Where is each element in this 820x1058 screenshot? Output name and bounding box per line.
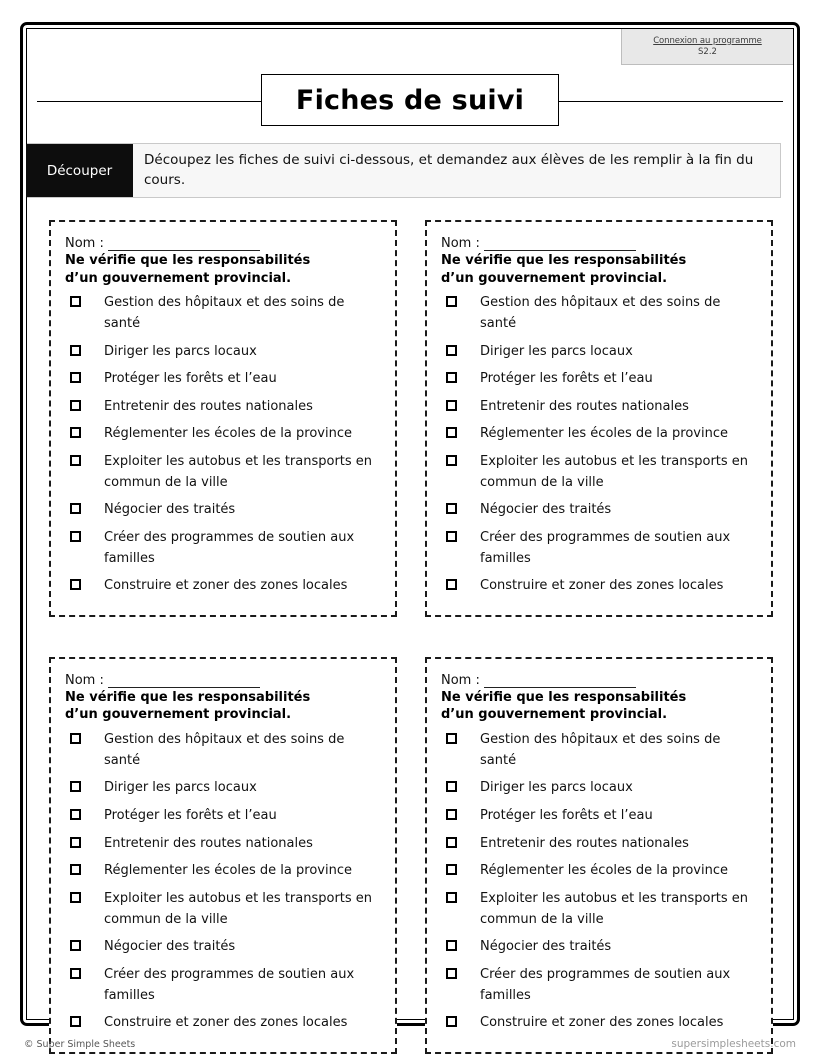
checklist-item-label: Réglementer les écoles de la province <box>104 863 352 879</box>
checklist-item[interactable] <box>441 860 757 881</box>
checklist-item-label: Négocier des traités <box>480 502 612 518</box>
page-title-box <box>261 74 559 126</box>
checklist-item[interactable] <box>441 833 757 854</box>
checklist-item[interactable] <box>441 888 757 930</box>
checkbox-icon[interactable] <box>446 372 457 383</box>
checklist-item[interactable] <box>441 527 757 569</box>
checklist-item[interactable] <box>65 1012 381 1033</box>
checkbox-icon[interactable] <box>70 837 81 848</box>
checklist-item[interactable] <box>65 292 381 334</box>
checklist-item-label: Entretenir des routes nationales <box>480 835 689 851</box>
checklist-item-label: Construire et zoner des zones locales <box>104 578 348 594</box>
checkbox-icon[interactable] <box>446 579 457 590</box>
card-checklist <box>65 292 381 597</box>
checkbox-icon[interactable] <box>70 809 81 820</box>
card-name-input[interactable] <box>484 239 636 251</box>
checklist-item[interactable] <box>65 936 381 957</box>
card-heading <box>441 689 757 724</box>
checklist-item[interactable] <box>441 396 757 417</box>
card-heading-line-2: d’un gouvernement provincial. <box>65 270 292 286</box>
checkbox-icon[interactable] <box>70 345 81 356</box>
checklist-item-label: Gestion des hôpitaux et des soins de santé <box>104 294 345 331</box>
card-checklist <box>65 729 381 1034</box>
checkbox-icon[interactable] <box>446 455 457 466</box>
checkbox-icon[interactable] <box>70 1016 81 1027</box>
card-checklist <box>441 292 757 597</box>
checkbox-icon[interactable] <box>70 296 81 307</box>
checklist-item-label: Gestion des hôpitaux et des soins de santé <box>480 294 721 331</box>
card-heading-line-2: d’un gouvernement provincial. <box>441 707 668 723</box>
checklist-item-label: Réglementer les écoles de la province <box>480 426 728 442</box>
card-heading-line-2: d’un gouvernement provincial. <box>65 707 292 723</box>
instruction-band <box>27 143 781 198</box>
checklist-item-label: Construire et zoner des zones locales <box>480 578 724 594</box>
checkbox-icon[interactable] <box>446 296 457 307</box>
checklist-item-label: Exploiter les autobus et les transports en commun de la ville <box>480 890 749 927</box>
tracking-card <box>49 657 397 1054</box>
checklist-item[interactable] <box>65 729 381 771</box>
checklist-item[interactable] <box>65 423 381 444</box>
checklist-item-label: Créer des programmes de soutien aux familles <box>104 529 355 566</box>
checklist-item-label: Protéger les forêts et l’eau <box>104 807 277 823</box>
sheet-inner-frame <box>26 28 794 1031</box>
page-header <box>27 29 793 134</box>
card-name-row <box>65 236 381 251</box>
footer-copyright: © Super Simple Sheets <box>24 1038 136 1050</box>
checkbox-icon[interactable] <box>70 864 81 875</box>
checklist-item-label: Négocier des traités <box>104 502 236 518</box>
checklist-item-label: Construire et zoner des zones locales <box>480 1015 724 1031</box>
checkbox-icon[interactable] <box>70 579 81 590</box>
checklist-item[interactable] <box>65 805 381 826</box>
checklist-item-label: Créer des programmes de soutien aux familles <box>104 966 355 1003</box>
checklist-item[interactable] <box>65 527 381 569</box>
checklist-item-label: Diriger les parcs locaux <box>480 780 633 796</box>
card-heading-line-1: Ne vérifie que les responsabilités <box>65 690 311 705</box>
checklist-item[interactable] <box>65 888 381 930</box>
checklist-item-label: Diriger les parcs locaux <box>104 343 257 359</box>
card-name-label: Nom : <box>65 236 104 252</box>
checklist-item-label: Créer des programmes de soutien aux familles <box>480 966 731 1003</box>
checkbox-icon[interactable] <box>446 733 457 744</box>
card-heading <box>65 252 381 287</box>
instruction-text: Découpez les fiches de suivi ci-dessous, et demandez aux élèves de les remplir à la fin du cours. <box>144 152 754 188</box>
checklist-item-label: Entretenir des routes nationales <box>104 398 313 414</box>
checkbox-icon[interactable] <box>70 503 81 514</box>
checkbox-icon[interactable] <box>446 345 457 356</box>
checklist-item[interactable] <box>441 936 757 957</box>
checklist-item-label: Construire et zoner des zones locales <box>104 1015 348 1031</box>
checkbox-icon[interactable] <box>70 968 81 979</box>
checkbox-icon[interactable] <box>70 400 81 411</box>
page-footer <box>20 1038 800 1050</box>
card-name-input[interactable] <box>108 676 260 688</box>
card-name-input[interactable] <box>108 239 260 251</box>
tracking-card <box>49 220 397 617</box>
checkbox-icon[interactable] <box>446 940 457 951</box>
checklist-item[interactable] <box>441 451 757 493</box>
checkbox-icon[interactable] <box>446 968 457 979</box>
checklist-item-label: Protéger les forêts et l’eau <box>104 371 277 387</box>
tracking-card <box>425 657 773 1054</box>
card-name-row <box>441 236 757 251</box>
curriculum-connection-label: Connexion au programme <box>653 35 762 46</box>
checklist-item-label: Diriger les parcs locaux <box>480 343 633 359</box>
checklist-item-label: Protéger les forêts et l’eau <box>480 371 653 387</box>
card-name-label: Nom : <box>65 673 104 688</box>
card-heading-line-1: Ne vérifie que les responsabilités <box>65 253 311 269</box>
checklist-item[interactable] <box>441 423 757 444</box>
checklist-item-label: Protéger les forêts et l’eau <box>480 807 653 823</box>
checklist-item[interactable] <box>441 729 757 771</box>
checklist-item[interactable] <box>441 964 757 1006</box>
checklist-item[interactable] <box>65 396 381 417</box>
curriculum-connection-badge <box>621 29 793 65</box>
card-heading <box>65 689 381 724</box>
footer-website: supersimplesheets.com <box>671 1038 796 1050</box>
checkbox-icon[interactable] <box>446 503 457 514</box>
page-title: Fiches de suivi <box>295 84 525 116</box>
tracking-card <box>425 220 773 617</box>
checklist-item[interactable] <box>65 860 381 881</box>
checkbox-icon[interactable] <box>446 427 457 438</box>
checklist-item[interactable] <box>441 292 757 334</box>
checklist-item[interactable] <box>441 805 757 826</box>
checkbox-icon[interactable] <box>70 427 81 438</box>
checkbox-icon[interactable] <box>446 892 457 903</box>
checklist-item-label: Négocier des traités <box>480 939 612 955</box>
checklist-item[interactable] <box>441 499 757 520</box>
checklist-item-label: Négocier des traités <box>104 939 236 955</box>
card-name-input[interactable] <box>484 676 636 688</box>
checkbox-icon[interactable] <box>70 733 81 744</box>
checklist-item[interactable] <box>65 499 381 520</box>
checkbox-icon[interactable] <box>70 455 81 466</box>
sheet-outer-frame <box>20 22 800 1031</box>
checklist-item-label: Gestion des hôpitaux et des soins de santé <box>480 731 721 768</box>
tracking-cards-grid <box>27 198 793 1054</box>
checklist-item[interactable] <box>441 341 757 362</box>
checklist-item[interactable] <box>441 1012 757 1033</box>
checklist-item[interactable] <box>65 451 381 493</box>
card-name-row <box>441 673 757 688</box>
checkbox-icon[interactable] <box>446 781 457 792</box>
instruction-action-label: Découper <box>26 144 133 197</box>
checkbox-icon[interactable] <box>446 1016 457 1027</box>
checklist-item[interactable] <box>65 341 381 362</box>
checkbox-icon[interactable] <box>70 781 81 792</box>
checkbox-icon[interactable] <box>446 400 457 411</box>
checkbox-icon[interactable] <box>446 837 457 848</box>
checklist-item-label: Exploiter les autobus et les transports en commun de la ville <box>104 453 373 490</box>
checklist-item-label: Entretenir des routes nationales <box>104 835 313 851</box>
checklist-item-label: Exploiter les autobus et les transports en commun de la ville <box>104 890 373 927</box>
checklist-item[interactable] <box>65 964 381 1006</box>
checklist-item-label: Créer des programmes de soutien aux familles <box>480 529 731 566</box>
checklist-item[interactable] <box>65 368 381 389</box>
checkbox-icon[interactable] <box>70 892 81 903</box>
card-name-label: Nom : <box>441 236 480 252</box>
checklist-item[interactable] <box>65 833 381 854</box>
curriculum-connection-code: S2.2 <box>698 46 717 57</box>
checkbox-icon[interactable] <box>70 372 81 383</box>
card-heading <box>441 252 757 287</box>
checklist-item-label: Réglementer les écoles de la province <box>480 863 728 879</box>
card-name-label: Nom : <box>441 673 480 688</box>
checklist-item[interactable] <box>441 777 757 798</box>
card-checklist <box>441 729 757 1034</box>
card-heading-line-2: d’un gouvernement provincial. <box>441 270 668 286</box>
checklist-item-label: Gestion des hôpitaux et des soins de santé <box>104 731 345 768</box>
checkbox-icon[interactable] <box>446 864 457 875</box>
checkbox-icon[interactable] <box>70 940 81 951</box>
checklist-item[interactable] <box>441 575 757 596</box>
checklist-item-label: Exploiter les autobus et les transports en commun de la ville <box>480 453 749 490</box>
checklist-item[interactable] <box>65 575 381 596</box>
checklist-item-label: Réglementer les écoles de la province <box>104 426 352 442</box>
checklist-item[interactable] <box>441 368 757 389</box>
checklist-item-label: Entretenir des routes nationales <box>480 398 689 414</box>
card-heading-line-1: Ne vérifie que les responsabilités <box>441 690 687 705</box>
card-heading-line-1: Ne vérifie que les responsabilités <box>441 253 687 269</box>
checkbox-icon[interactable] <box>70 531 81 542</box>
card-name-row <box>65 673 381 688</box>
checkbox-icon[interactable] <box>446 809 457 820</box>
checklist-item[interactable] <box>65 777 381 798</box>
checklist-item-label: Diriger les parcs locaux <box>104 780 257 796</box>
checkbox-icon[interactable] <box>446 531 457 542</box>
